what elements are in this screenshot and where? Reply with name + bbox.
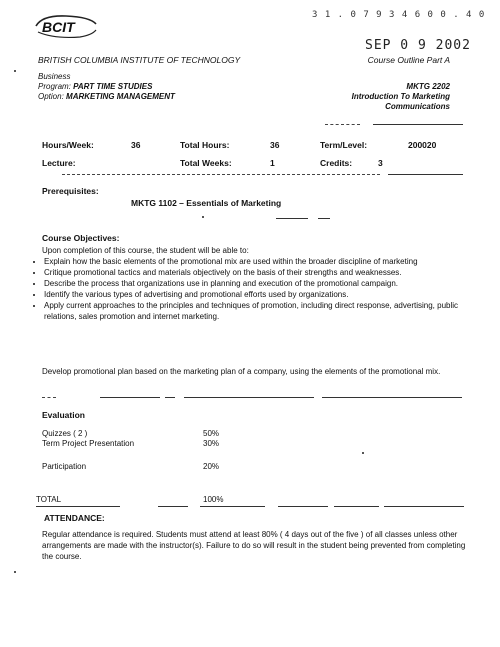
divider (318, 218, 330, 219)
program-line (38, 82, 152, 91)
program-label: Program: (38, 82, 71, 91)
term-label: Term/Level: (320, 140, 368, 150)
evaluation-item: Term Project Presentation (42, 439, 135, 448)
objective-item: • Apply current approaches to the principles and techniques of promotion, including direct response, advertising, public relations, sales promotion and internet marketing. (44, 300, 460, 322)
scan-speck (362, 452, 364, 454)
scan-speck (202, 216, 204, 218)
divider (322, 397, 462, 398)
course-title-line2: Communications (385, 102, 450, 111)
divider (384, 506, 464, 507)
option-value: MARKETING MANAGEMENT (66, 92, 175, 101)
objective-item: • Explain how the basic elements of the promotional mix are used within the broader discipline of marketing (44, 256, 460, 267)
school-name: Business (38, 72, 71, 81)
divider (184, 397, 314, 398)
credits-value: 3 (378, 158, 383, 168)
prerequisites-heading: Prerequisites: (42, 186, 99, 196)
attendance-text: Regular attendance is required. Students must attend at least 80% ( 4 days out of the five ) of all classes unless other arrangements are made with the instructor(s). Failure to do so will result in the student being prevented from completing the course. (42, 530, 466, 561)
objective-item: • Critique promotional tactics and materials objectively on the basis of their strengths and weaknesses. (44, 267, 460, 278)
objective-item: • Identify the various types of advertising and promotional efforts used by organizations. (44, 289, 460, 300)
divider (200, 506, 265, 507)
total-hours-label: Total Hours: (180, 140, 230, 150)
date-stamp: SEP 0 9 2002 (365, 38, 471, 53)
objectives-intro: Upon completion of this course, the student will be able to: (42, 246, 249, 255)
evaluation-weight: 20% (203, 462, 220, 471)
evaluation-weight: 50% (203, 429, 220, 438)
outline-part: Course Outline Part A (367, 55, 450, 65)
program-value: PART TIME STUDIES (73, 82, 153, 91)
scan-speck (14, 70, 16, 72)
lecture-label: Lecture: (42, 158, 76, 168)
divider (100, 397, 160, 398)
logo-text: BCIT (42, 19, 75, 35)
evaluation-total-label: TOTAL (36, 495, 62, 504)
divider (36, 506, 120, 507)
total-weeks-value: 1 (270, 158, 275, 168)
option-line (38, 92, 175, 101)
divider (158, 506, 188, 507)
scan-speck (14, 571, 16, 573)
evaluation-total-value: 100% (203, 495, 224, 504)
divider (334, 506, 379, 507)
course-code: MKTG 2202 (406, 82, 450, 91)
credits-label: Credits: (320, 158, 353, 168)
hours-week-value: 36 (131, 140, 141, 150)
divider (276, 218, 308, 219)
total-hours-value: 36 (270, 140, 280, 150)
divider (62, 174, 380, 175)
divider (388, 174, 463, 175)
term-value: 200020 (408, 140, 437, 150)
total-weeks-label: Total Weeks: (180, 158, 232, 168)
objectives-list (30, 256, 460, 322)
option-label: Option: (38, 92, 64, 101)
divider (325, 124, 360, 125)
divider (165, 397, 175, 398)
bcit-logo (32, 12, 100, 42)
divider (42, 397, 56, 398)
divider (373, 124, 463, 125)
evaluation-item: Quizzes ( 2 ) (42, 429, 88, 438)
hours-week-label: Hours/Week: (42, 140, 94, 150)
institute-name: BRITISH COLUMBIA INSTITUTE OF TECHNOLOGY (38, 55, 241, 65)
attendance-heading: ATTENDANCE: (44, 513, 105, 523)
objective-item: • Describe the process that organizations use in planning and execution of the promotional campaign. (44, 278, 460, 289)
course-title-line1: Introduction To Marketing (351, 92, 450, 101)
evaluation-weight: 30% (203, 439, 220, 448)
divider (278, 506, 328, 507)
evaluation-heading: Evaluation (42, 410, 85, 420)
prerequisite-course: MKTG 1102 – Essentials of Marketing (131, 198, 282, 208)
evaluation-item: Participation (42, 462, 87, 471)
fax-header: 3 1 . 0 7 9 3 4 6 0 0 . 4 0 (312, 10, 486, 20)
objectives-heading: Course Objectives: (42, 233, 120, 243)
objectives-closing: Develop promotional plan based on the marketing plan of a company, using the elements of the promotional mix. (42, 367, 441, 376)
